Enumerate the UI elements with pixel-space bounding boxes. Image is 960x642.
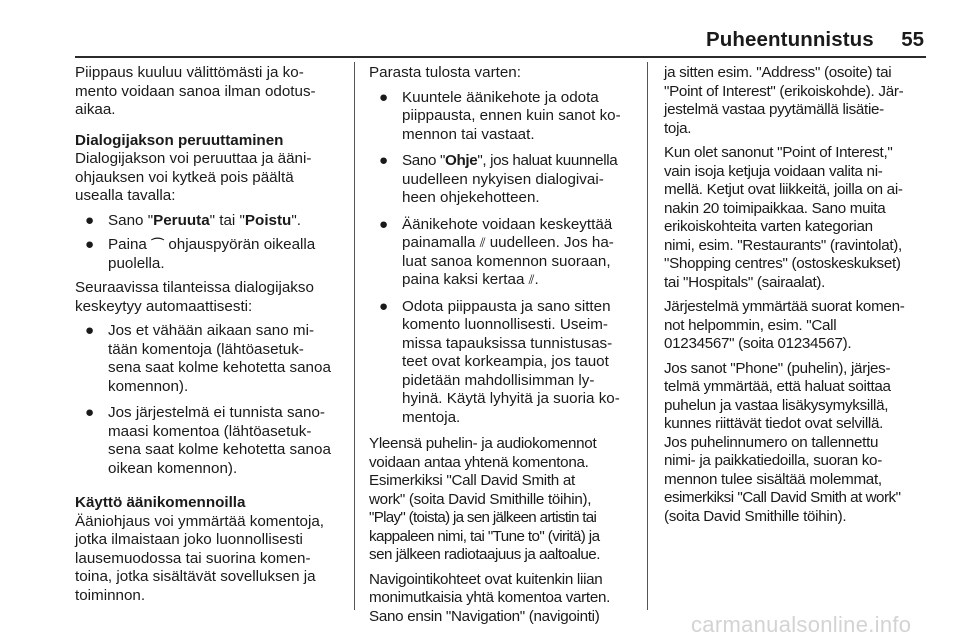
text-line: "Point of Interest" (erikoiskohde). Jär- — [664, 82, 904, 100]
text-line: Järjestelmä ymmärtää suorat komen- — [664, 298, 905, 315]
text-line: mento voidaan sanoa ilman odotus- — [75, 82, 316, 100]
list-item — [75, 212, 349, 231]
paragraph — [369, 435, 635, 565]
text-line: komennon). — [108, 377, 189, 395]
column-divider — [354, 62, 355, 610]
text-line: "Play" (toista) ja sen jälkeen artistin tai — [369, 509, 597, 526]
text-column-1 — [75, 64, 349, 611]
text-line: puhelun ja vastaa lisäkysymyksillä, — [664, 396, 889, 414]
text-line: toja. — [664, 119, 692, 137]
text-line: piippausta, ennen kuin sanot ko- — [402, 107, 621, 124]
list-item — [369, 89, 635, 145]
text-line: voidaan antaa yhtenä komentona. — [369, 453, 589, 471]
bullet-icon: ● — [85, 211, 95, 229]
text-line: nakin 20 toimipaikkaa. Sano muita — [664, 199, 886, 217]
text-line: hyinä. Käytä lyhyitä ja suoria ko- — [402, 390, 620, 407]
text-line: toiminnon. — [75, 586, 146, 604]
column-divider — [647, 62, 648, 610]
bullet-icon: ● — [379, 152, 389, 169]
text-line: kappaleen nimi, tai "Tune to" (viritä) ja — [369, 527, 600, 545]
text-line: oikean komennon). — [108, 459, 238, 477]
text-line: tään komentoja (lähtöasetuk- — [108, 340, 304, 358]
text-line: Yleensä puhelin- ja audiokomennot — [369, 435, 597, 452]
text-column-2 — [369, 64, 635, 632]
text-line: Paina ⌒ ohjauspyörän oikealla — [108, 236, 316, 253]
list-item — [369, 216, 635, 290]
text-line: 01234567" (soita 01234567). — [664, 335, 852, 352]
text-line: Jos puhelinnumero on tallennettu — [664, 433, 879, 451]
text-line: uudelleen nykyisen dialogivai- — [402, 170, 604, 188]
text-line: Jos et vähään aikaan sano mi- — [108, 322, 314, 339]
text-line: mellä. Ketjut ovat liikkeitä, joilla on ai- — [664, 181, 903, 198]
text-line: Ääniohjaus voi ymmärtää komentoja, — [75, 512, 325, 530]
text-line: lausemuodossa tai suorina komen- — [75, 549, 311, 567]
text-line: luat sanoa komennon suoraan, — [402, 252, 611, 270]
paragraph — [664, 298, 930, 354]
text-line: tai "Hospitals" (sairaalat). — [664, 273, 826, 291]
text-line: erikoiskohteita varten kategorian — [664, 218, 873, 235]
text-line: paina kaksi kertaa ⫽. — [402, 271, 539, 288]
text-line: vain isoja ketjuja voidaan valita ni- — [664, 162, 883, 180]
text-line: kunnes riittävät tiedot ovat selvillä. — [664, 415, 884, 432]
paragraph — [664, 360, 930, 527]
text-line: mennon tulee sisältää molemmat, — [664, 470, 882, 488]
text-line: jestelmä vastaa pyytämällä lisätie- — [664, 101, 884, 118]
text-line: Kuuntele äänikehote ja odota — [402, 88, 599, 106]
text-line: toina, jotka sisältävät sovelluksen ja — [75, 568, 316, 585]
text-line: telmä ymmärtää, että haluat soittaa — [664, 378, 891, 395]
keyword: Peruuta — [153, 211, 210, 229]
voice-hangup-icon: ⌒ — [151, 237, 165, 252]
text-line: work" (soita David Smithille töihin), — [369, 490, 592, 508]
page-header-title: Puheentunnistus — [706, 28, 874, 51]
text-line: ohjauksen voi kytkeä pois päältä — [75, 168, 294, 186]
text-line: jotka ilmaistaan joko luonnollisesti — [75, 531, 303, 548]
text-line: "Shopping centres" (ostoskeskukset) — [664, 255, 901, 272]
text-line: komento luonnollisesti. Useim- — [402, 316, 608, 333]
page-number: 55 — [901, 28, 924, 51]
watermark: carmanualsonline.info — [691, 612, 912, 637]
keyword: Poistu — [244, 211, 292, 229]
bullet-icon: ● — [85, 404, 95, 421]
header-divider — [75, 56, 926, 58]
list-item — [369, 152, 635, 208]
text-line: not helpommin, esim. "Call — [664, 316, 837, 334]
list-item — [75, 236, 349, 273]
section-heading: Dialogijakson peruuttaminen — [75, 131, 284, 149]
text-line: Dialogijakson voi peruuttaa ja ääni- — [75, 150, 312, 167]
section-heading: Käyttö äänikomennoilla — [75, 494, 246, 511]
bullet-icon: ● — [379, 215, 389, 233]
text-line: sena saat kolme kehotetta sanoa — [108, 441, 331, 458]
voice-command-icon: ⫽ — [479, 235, 486, 250]
paragraph — [75, 150, 349, 206]
text-line: esimerkiksi "Call David Smith at work" — [664, 489, 901, 506]
text-line: Seuraavissa tilanteissa dialogijakso — [75, 279, 314, 296]
text-line: ja sitten esim. "Address" (osoite) tai — [664, 64, 892, 81]
bullet-icon: ● — [379, 297, 389, 315]
text-line: Sano ensin "Navigation" (navigointi) — [369, 607, 600, 625]
text-line: puolella. — [108, 254, 165, 272]
text-line: Kun olet sanonut "Point of Interest," — [664, 144, 893, 161]
text-line: monimutkaisia yhtä komentoa varten. — [369, 589, 611, 606]
text-line: Jos sanot "Phone" (puhelin), järjes- — [664, 359, 891, 377]
paragraph: Parasta tulosta varten: — [369, 64, 521, 81]
paragraph — [664, 64, 930, 138]
text-line: aikaa. — [75, 101, 116, 118]
paragraph — [369, 571, 635, 627]
text-line: sen jälkeen radiotaajuus ja aaltoalue. — [369, 546, 600, 563]
text-line: mennon tai vastaat. — [402, 125, 535, 143]
paragraph — [75, 64, 349, 120]
text-line: Navigointikohteet ovat kuitenkin liian — [369, 570, 603, 588]
text-line: Odota piippausta ja sano sitten — [402, 297, 611, 315]
keyword: Ohje — [444, 152, 478, 169]
paragraph — [664, 144, 930, 292]
text-line: Piippaus kuuluu välittömästi ja ko- — [75, 64, 304, 81]
list-item — [75, 322, 349, 396]
text-line: nimi, esim. "Restaurants" (ravintolat), — [664, 236, 902, 254]
text-line: (soita David Smithille töihin). — [664, 507, 847, 525]
text-column-3 — [664, 64, 930, 532]
text-line: maasi komentoa (lähtöasetuk- — [108, 422, 312, 440]
bullet-icon: ● — [85, 236, 95, 253]
text-line: Sano "Ohje", jos haluat kuunnella — [402, 152, 618, 169]
text-line: Esimerkiksi "Call David Smith at — [369, 472, 575, 489]
text-line: usealla tavalla: — [75, 187, 176, 204]
voice-command-icon: ⫽ — [528, 272, 535, 287]
paragraph — [75, 513, 349, 606]
text-line: Äänikehote voidaan keskeyttää — [402, 215, 613, 233]
text-line: Jos järjestelmä ei tunnista sano- — [108, 404, 325, 421]
text-line: heen ohjekehotteen. — [402, 189, 540, 206]
bullet-icon: ● — [85, 322, 95, 339]
text-line: sena saat kolme kehotetta sanoa — [108, 359, 331, 376]
text-line: keskeytyy automaattisesti: — [75, 297, 253, 315]
list-item — [369, 298, 635, 428]
bullet-icon: ● — [379, 88, 389, 106]
text-line: nimi- ja paikkatiedoilla, suoran ko- — [664, 452, 882, 469]
text-line: teet ovat korkeampia, jos tauot — [402, 353, 609, 370]
text-line: missa tapauksissa tunnistusas- — [402, 334, 613, 352]
paragraph — [75, 279, 349, 316]
text-line: painamalla ⫽ uudelleen. Jos ha- — [402, 234, 614, 251]
text-line: pidetään mahdollisimman ly- — [402, 371, 595, 389]
text-line: Sano "Peruuta" tai "Poistu". — [108, 211, 301, 229]
text-line: mentoja. — [402, 408, 461, 426]
list-item — [75, 404, 349, 478]
